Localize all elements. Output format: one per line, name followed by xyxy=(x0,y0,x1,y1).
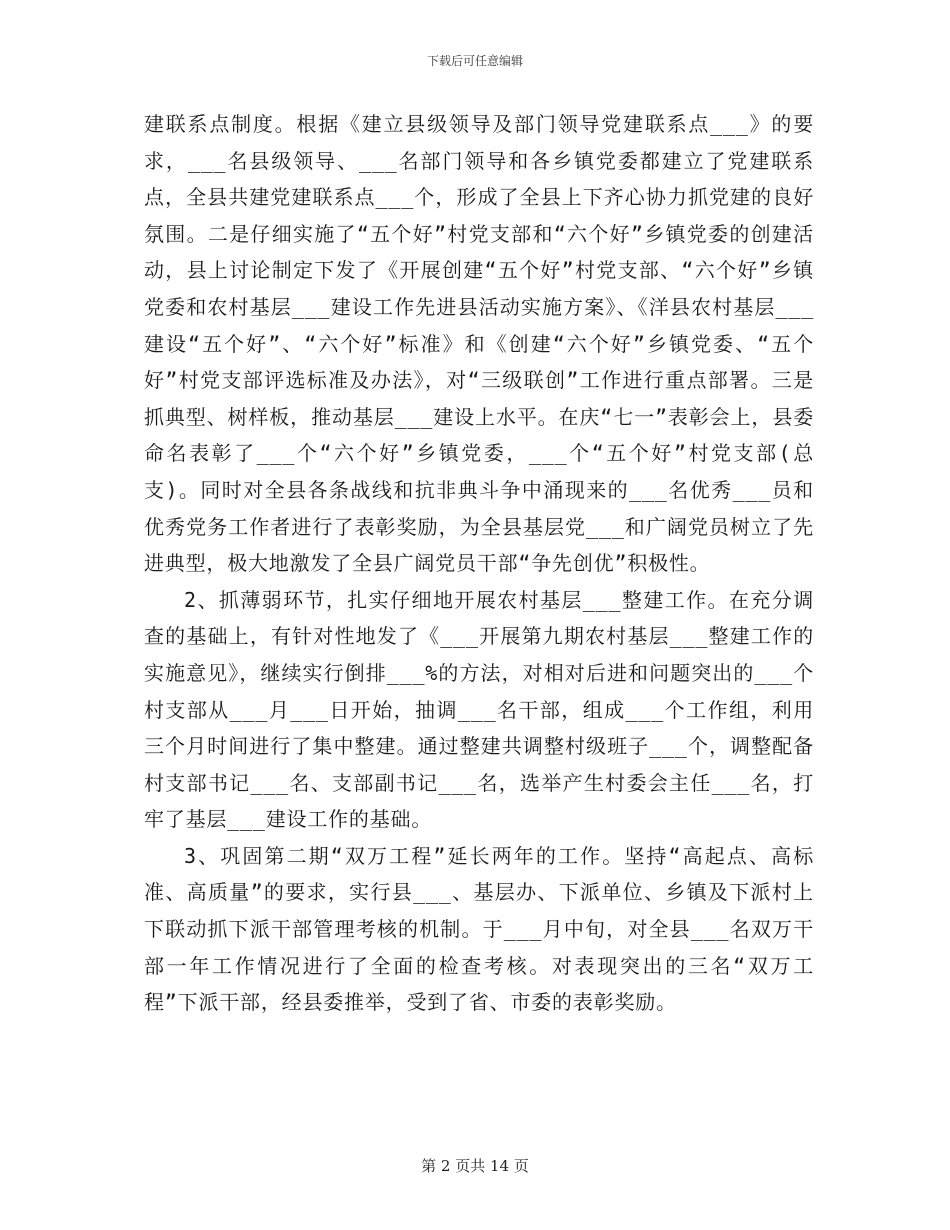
document-body xyxy=(144,106,814,1021)
page-header: 下载后可任意编辑 xyxy=(426,54,523,68)
page-number-footer: 第 2 页共 14 页 xyxy=(421,1157,529,1175)
paragraph-1: 建联系点制度。根据《建立县级领导及部门领导党建联系点___》的要求，___名县级领导、___名部门领导和各乡镇党委都建立了党建联系点，全县共建党建联系点___个，形成了全县上下齐心协力抓党建的良好氛围。二是仔细实施了“五个好”村党支部和“六个好”乡镇党委的创建活动，县上讨论制定下发了《开展创建“五个好”村党支部、“六个好”乡镇党委和农村基层___建设工作先进县活动实施方案》、《洋县农村基层___建设“五个好”、“六个好”标准》和《创建“六个好”乡镇党委、“五个好”村党支部评选标准及办法》，对“三级联创”工作进行重点部署。三是抓典型、树样板，推动基层___建设上水平。在庆“七一”表彰会上，县委命名表彰了___个“六个好”乡镇党委，___个“五个好”村党支部(总支)。同时对全县各条战线和抗非典斗争中涌现来的___名优秀___员和优秀党务工作者进行了表彰奖励，为全县基层党___和广阔党员树立了先进典型，极大地激发了全县广阔党员干部“争先创优”积极性。 xyxy=(144,112,814,576)
paragraph-3: 3、巩固第二期“双万工程”延长两年的工作。坚持“高起点、高标准、高质量”的要求，实行县___、基层办、下派单位、乡镇及下派村上下联动抓下派干部管理考核的机制。于___月中旬，对全县___名双万干部一年工作情况进行了全面的检查考核。对表现突出的三名“双万工程”下派干部，经县委推举，受到了省、市委的表彰奖励。 xyxy=(144,843,814,1015)
paragraph-2: 2、抓薄弱环节，扎实仔细地开展农村基层___整建工作。在充分调查的基础上，有针对性地发了《___开展第九期农村基层___整建工作的实施意见》，继续实行倒排___%的方法，对相对后进和问题突出的___个村支部从___月___日开始，抽调___名干部，组成___个工作组，利用三个月时间进行了集中整建。通过整建共调整村级班子___个，调整配备村支部书记___名、支部副书记___名，选举产生村委会主任___名，打牢了基层___建设工作的基础。 xyxy=(144,587,814,832)
